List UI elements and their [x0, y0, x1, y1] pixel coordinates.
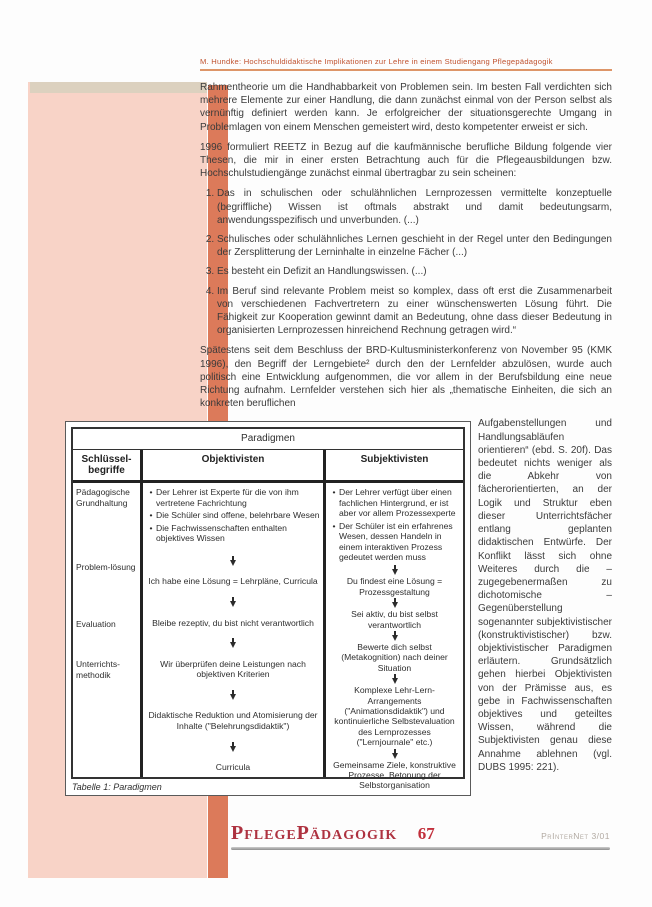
bullet-icon: • — [149, 510, 153, 521]
bullet-icon: • — [332, 487, 336, 498]
objektivisten-cell — [143, 483, 326, 777]
footer-row — [231, 822, 610, 845]
down-arrow-icon — [230, 694, 236, 700]
down-arrow-icon — [392, 569, 398, 575]
flow-step: Ich habe eine Lösung = Lehrpläne, Curricula — [148, 576, 318, 587]
down-arrow-icon — [230, 601, 236, 607]
paragraph-1: Rahmentheorie um die Handhabbarkeit von Problemen sein. Im besten Fall verdichten sich mehrere Elemente zur einer Handlung, die dann zunächst einmal von der Person selbst als vernünftig definiert werden kann. Je erfolgreicher der situationsgerechte Umgang in Problemlagen von einem Menschen gemeistert wird, desto kompetenter erweist er sich. — [200, 82, 612, 133]
objektivisten-bullet-list — [146, 487, 320, 545]
thesis-item-4: 4. Im Beruf sind relevante Problem meist so komplex, dass oft erst die Zusammenarbeit von verschiedenen Fachvertretern zu einer wünschenswerten Lösung führt. Die Fähigkeit zur Kooperation gewinnt damit an Bedeutung, ohne dass dieser Bedeutung in organisierten Lernprozessen hinreichend Rechnung getragen wird.“ — [217, 285, 612, 338]
bullet-icon: • — [332, 520, 336, 531]
footer-left-group — [231, 822, 435, 845]
paragraph-3-lead: Spätestens seit dem Beschluss der BRD-Kultusministerkonferenz von November 95 (KMK 1996), den Begriff der Lerngebiete² durch den der Lernfelder abzulösen, wurde auch politisch eine Entwicklung aufgenommen, die vor allem in der Berufsbildung eine neue Richtung aufnahm. Lernfelder verstehen sich hier als „thematische Einheiten, die sich an konkreten beruflichen — [200, 345, 612, 410]
column-header-schluesselbegriffe: Schlüssel-begriffe — [73, 450, 143, 480]
down-arrow-icon — [392, 678, 398, 684]
bullet-item — [329, 521, 460, 563]
down-arrow-icon — [392, 753, 398, 759]
table-title: Paradigmen — [73, 429, 463, 450]
objektivisten-flow — [143, 483, 323, 777]
issue-label: PrInterNet 3/01 — [541, 831, 610, 841]
subjektivisten-bullet-list — [329, 487, 460, 564]
down-arrow-icon — [392, 635, 398, 641]
bullet-text: Der Lehrer ist Experte für die von ihm vertretene Fachrichtung — [156, 487, 299, 508]
table-header-row — [73, 450, 463, 483]
subjektivisten-cell — [326, 483, 463, 791]
bullet-item — [329, 487, 460, 518]
column-header-objektivisten: Objektivisten — [143, 450, 326, 480]
flow-step: Bleibe rezeptiv, du bist nicht verantwortlich — [152, 617, 314, 628]
down-arrow-icon — [230, 560, 236, 566]
bullet-item — [146, 510, 320, 520]
row-label-evaluation: Evaluation — [76, 618, 116, 629]
bullet-icon: • — [149, 487, 153, 498]
bullet-item — [146, 523, 320, 544]
table-caption: Tabelle 1: Paradigmen — [72, 782, 162, 793]
subjektivisten-flow — [326, 483, 463, 791]
flow-step: Sei aktiv, du bist selbst verantwortlich — [351, 609, 438, 630]
row-label-problemloesung: Problem-lösung — [76, 562, 136, 573]
row-label-unterrichtsmethodik: Unterrichts-methodik — [76, 659, 120, 680]
down-arrow-icon — [230, 746, 236, 752]
footer-rule — [231, 847, 610, 850]
thesis-item-1: 1. Das in schulischen oder schulähnlichen Lernprozessen vermittelte konzeptuelle (begriffliche) Wissen ist oftmals abstrakt und damit bedeutungsarm, anwendungsspezifisch und unverbunden. (...) — [217, 187, 612, 227]
flow-step: Gemeinsame Ziele, konstruktive Prozesse, Betonung der Selbstorganisation — [333, 759, 456, 791]
column-header-subjektivisten: Subjektivisten — [360, 454, 429, 466]
flow-step: Curricula — [215, 762, 251, 772]
page-footer — [231, 822, 610, 850]
bullet-icon: • — [149, 522, 153, 533]
paragraph-2: 1996 formuliert REETZ in Bezug auf die kaufmännische berufliche Bildung folgende vier Thesen, die mir in einer ersten Betrachtung auch für die Pflegeausbildungen bzw. Hochschulstudiengänge zunächst einmal übertragbar zu sein scheinen: — [200, 141, 612, 180]
bullet-text: Der Lehrer verfügt über einen fachlichen Hintergrund, er ist aber vor allem Prozessexperte — [339, 487, 456, 519]
paragraph-3-continuation: Aufgabenstellungen und Handlungsabläufen orientieren“ (ebd. S. 20f). Das bedeutet nichts weniger als die Abkehr von fächerorientierten, an der Logik und Struktur eben dieser Unterrichtsfächer entlang geplanten didaktischen Entwürfe. Der Konflikt lässt sich ohne Weiteres durch die – zugegebenermaßen zu dichotomische – Gegenüberstellung sogenannter subjektivistischer (konstruktivistischer) bzw. objektivistischer Paradigmen erläutern. Grundsätzlich gehen hierbei Objektivisten von der Prämisse aus, es gebe in Fachwissenschaften objektives und geteiltes Wissen, während die Subjektivisten genau diese Annahme ablehnen (vgl. DUBS 1995: 221). — [478, 418, 612, 773]
row-label-column — [73, 483, 143, 777]
beige-top-strip — [30, 82, 207, 93]
flow-step: Bewerte dich selbst (Metakognition) nach deiner Situation — [341, 641, 448, 673]
theses-list — [200, 187, 612, 337]
down-arrow-icon — [392, 602, 398, 608]
bullet-text: Die Schüler sind offene, belehrbare Wesen — [156, 510, 320, 521]
thesis-item-2: 2. Schulisches oder schulähnliches Lernen geschieht in der Regel unter den Bedingungen der Zersplitterung der Lerninhalte in einzelne Fächer (...) — [217, 233, 612, 259]
flow-step: Didaktische Reduktion und Atomisierung der Inhalte ("Belehrungsdidaktik") — [148, 710, 318, 731]
down-arrow-icon — [230, 642, 236, 648]
thesis-item-3: 3. Es besteht ein Defizit an Handlungswissen. (...) — [217, 265, 612, 278]
paradigms-table-figure — [65, 421, 471, 796]
bullet-text: Der Schüler ist ein erfahrenes Wesen, dessen Handeln in einem interaktiven Prozess gedeutet werden muss — [339, 520, 453, 562]
running-header: M. Hundke: Hochschuldidaktische Implikationen zur Lehre in einem Studiengang Pflegepädagogik — [200, 57, 612, 71]
bullet-item — [146, 487, 320, 508]
flow-step: Wir überprüfen deine Leistungen nach objektiven Kriterien — [160, 658, 306, 680]
flow-step: Du findest eine Lösung = Prozessgestaltung — [346, 576, 443, 597]
journal-title: PflegePädagogik — [231, 822, 398, 844]
flow-step: Komplexe Lehr-Lern-Arrangements ("Animationsdidaktik") und kontinuierliche Selbstevaluation des Lernprozesses ("Lernjournale" etc.) — [334, 685, 455, 748]
article-column — [72, 57, 612, 802]
bullet-text: Die Fachwissenschaften enthalten objektives Wissen — [156, 522, 287, 544]
row-label-grundhaltung: Pädagogische Grundhaltung — [76, 487, 130, 508]
page-number: 67 — [417, 824, 435, 843]
